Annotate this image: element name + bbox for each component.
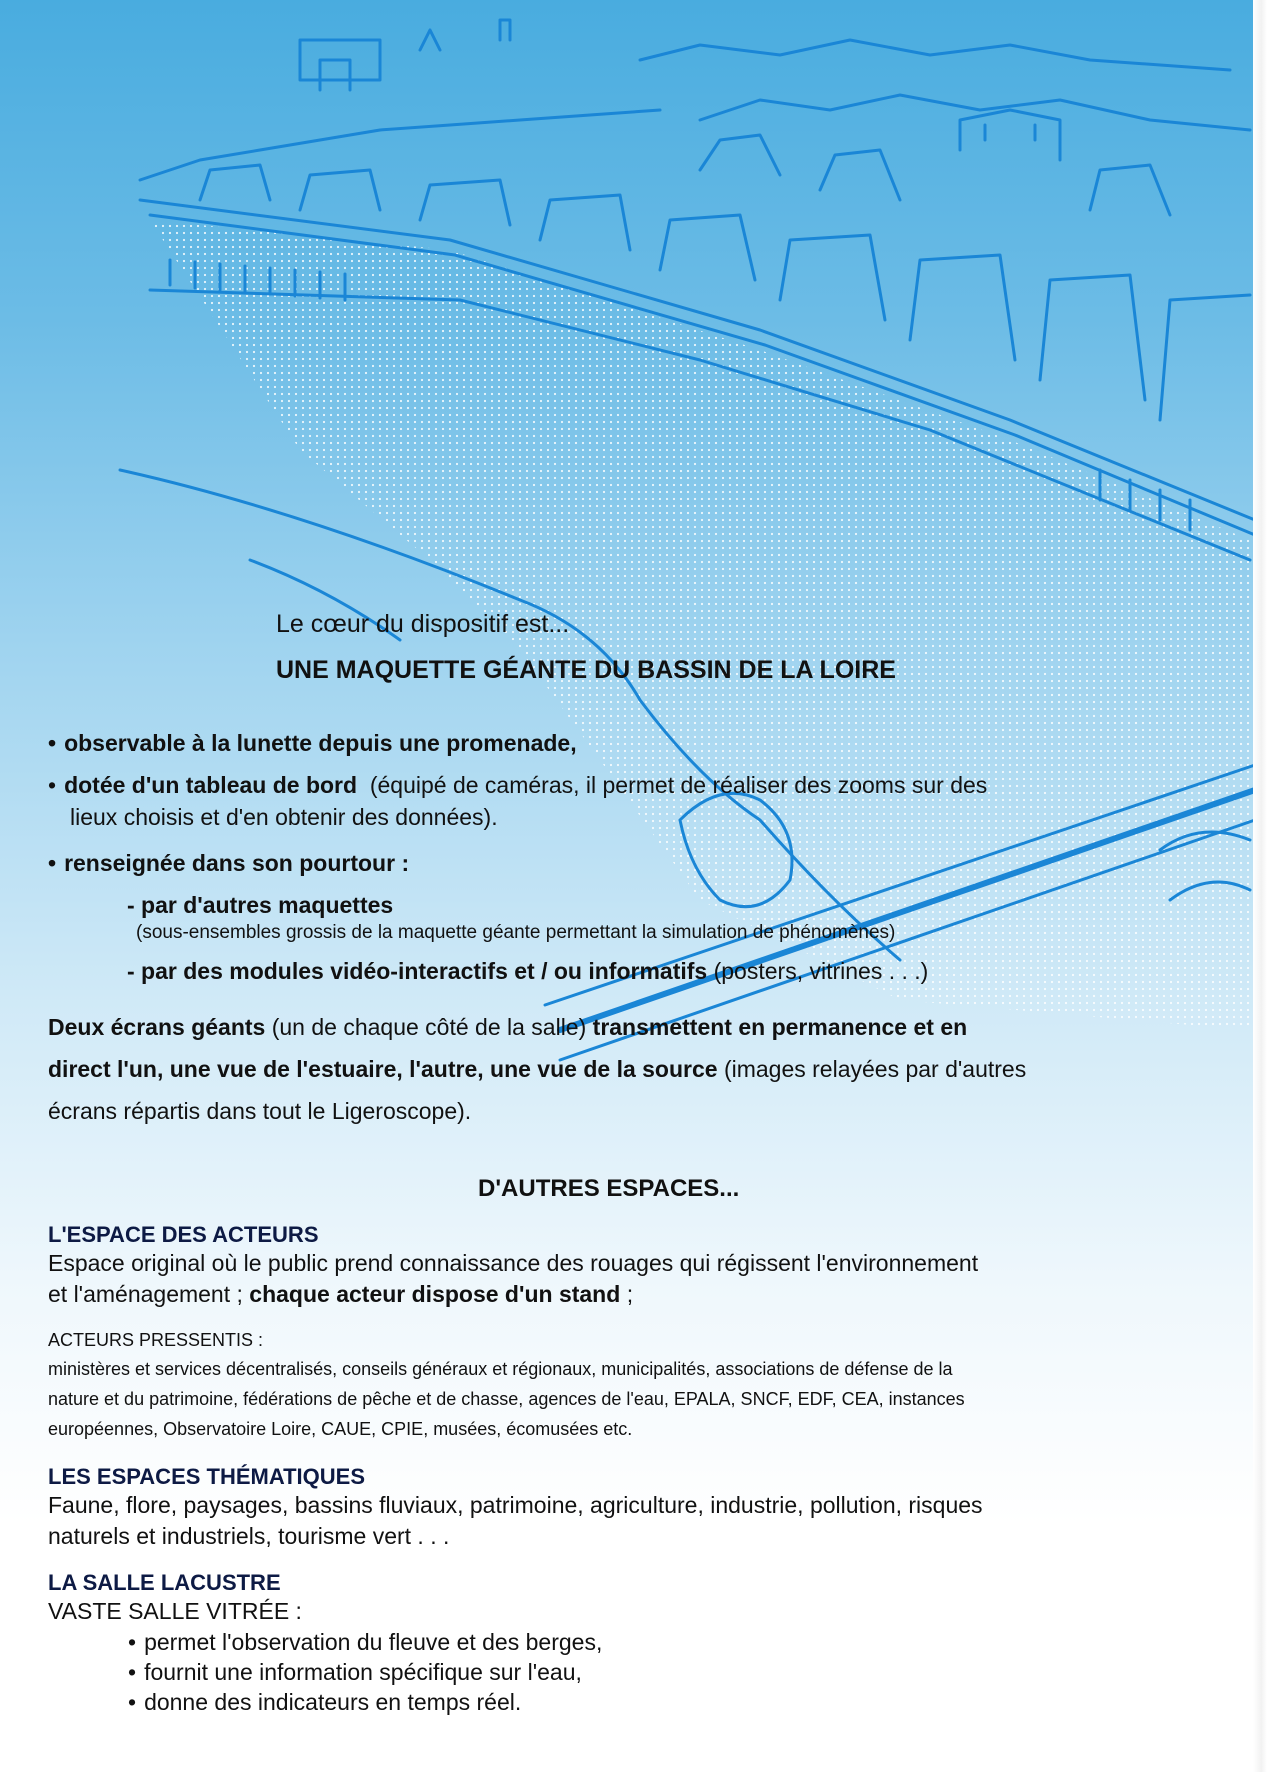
- sub-modules-bold: - par des modules vidéo-interactifs et / ou informatifs: [127, 958, 708, 984]
- intro-line: Le cœur du dispositif est...: [276, 610, 570, 638]
- thematiques-line2: naturels et industriels, tourisme vert . . .: [48, 1523, 450, 1549]
- bullet-tableau-bold: dotée d'un tableau de bord: [64, 772, 358, 798]
- acteurs-line2-start: et l'aménagement ;: [48, 1281, 243, 1307]
- thematiques-line1: Faune, flore, paysages, bassins fluviaux, patrimoine, agriculture, industrie, pollution, risques: [48, 1492, 983, 1518]
- acteurs-line1: Espace original où le public prend connaissance des rouages qui régissent l'environnement: [48, 1250, 979, 1276]
- other-spaces-title: D'AUTRES ESPACES...: [478, 1175, 740, 1202]
- bullet-tableau-rest: (équipé de caméras, il permet de réaliser des zooms sur des: [369, 772, 988, 798]
- screens-text-5: (images relayées par d'autres: [723, 1056, 1027, 1082]
- screens-line3: écrans répartis dans tout le Ligeroscope).: [48, 1098, 472, 1124]
- screens-text-2: (un de chaque côté de la salle): [271, 1014, 587, 1040]
- lacustre-item: • permet l'observation du fleuve et des berges,: [128, 1629, 602, 1657]
- screens-bold-1: Deux écrans géants: [48, 1014, 266, 1040]
- acteurs-title: L'ESPACE DES ACTEURS: [48, 1222, 319, 1247]
- screens-line1: [48, 1014, 967, 1042]
- screens-bold-4: direct l'un, une vue de l'estuaire, l'autre, une vue de la source: [48, 1056, 718, 1082]
- acteurs-pressentis-3: européennes, Observatoire Loire, CAUE, CPIE, musées, écomusées etc.: [48, 1419, 633, 1439]
- thematiques-title: LES ESPACES THÉMATIQUES: [48, 1464, 366, 1489]
- lacustre-subtitle: VASTE SALLE VITRÉE :: [48, 1598, 302, 1624]
- bullet-renseignee: • renseignée dans son pourtour :: [48, 850, 409, 878]
- sub-autres-maquettes: - par d'autres maquettes: [127, 892, 394, 918]
- bullet-observable: • observable à la lunette depuis une promenade,: [48, 730, 577, 758]
- acteurs-pressentis-1: ministères et services décentralisés, conseils généraux et régionaux, municipalités, associations de défense de la: [48, 1359, 953, 1379]
- lacustre-item: • donne des indicateurs en temps réel.: [128, 1689, 521, 1717]
- sub-autres-maquettes-detail: (sous-ensembles grossis de la maquette géante permettant la simulation de phénomènes): [136, 922, 896, 943]
- main-title: UNE MAQUETTE GÉANTE DU BASSIN DE LA LOIRE: [276, 656, 896, 684]
- screens-line2: [48, 1056, 1026, 1084]
- acteurs-pressentis-label: ACTEURS PRESSENTIS :: [48, 1330, 264, 1350]
- bullet-tableau-line2: lieux choisis et d'en obtenir des données).: [70, 804, 498, 830]
- acteurs-pressentis-2: nature et du patrimoine, fédérations de pêche et de chasse, agences de l'eau, EPALA, SNCF, EDF, CEA, instances: [48, 1389, 965, 1409]
- acteurs-line2-bold: chaque acteur dispose d'un stand: [249, 1281, 621, 1307]
- screens-bold-3: transmettent en permanence et en: [592, 1014, 968, 1040]
- sub-modules-video: [127, 958, 928, 986]
- bullet-tableau-de-bord: [48, 772, 987, 800]
- lacustre-title: LA SALLE LACUSTRE: [48, 1570, 281, 1595]
- acteurs-line2-end: ;: [626, 1281, 634, 1307]
- acteurs-line2: [48, 1281, 633, 1309]
- sub-modules-rest: (posters, vitrines . . .): [713, 958, 929, 984]
- lacustre-item: • fournit une information spécifique sur l'eau,: [128, 1659, 582, 1687]
